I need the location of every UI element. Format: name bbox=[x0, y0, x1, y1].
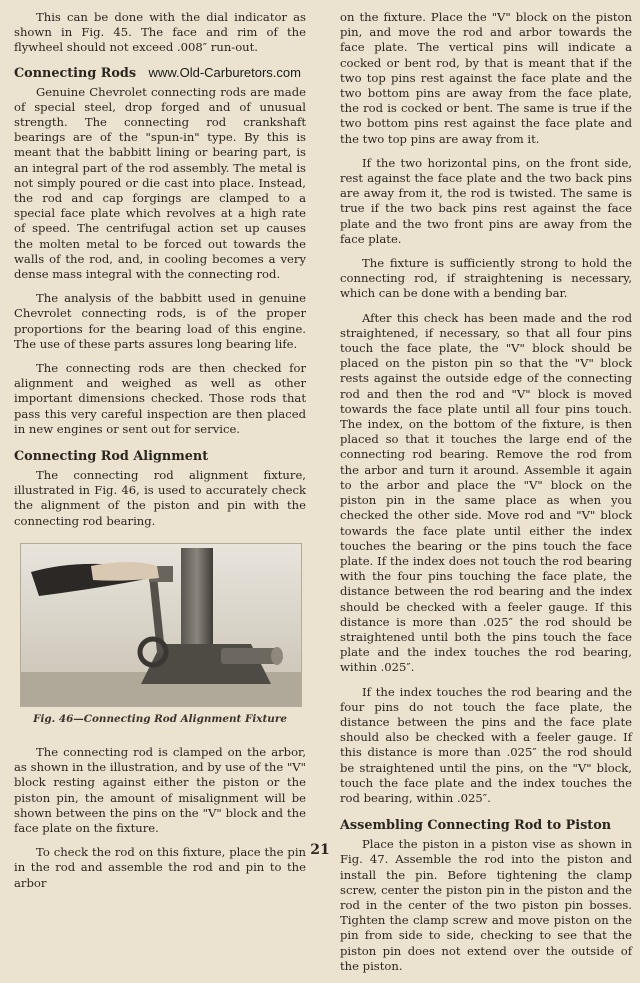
section-heading-assembling: Assembling Connecting Rod to Piston bbox=[340, 818, 612, 834]
paragraph: If the index touches the rod bearing and the four pins do not touch the face plate, the distance between the pins and the face plate should also be checked with a feeler gauge. If this distance is more than .025″ the rod should be straightened until the pins, on the "V" block, touch the face plate and the index touches the rod bearing, within .025″. bbox=[340, 684, 632, 805]
paragraph: Genuine Chevrolet connecting rods are made of special steel, drop forged and of unusual strength. The connecting rod crankshaft bearings are of the "spun-in" type. By this is meant that the babbitt lining or bearing part, is an integral part of the rod assembly. The metal is not simply poured or die cast into place. Instead, the rod and cap forgings are clamped to a special face plate which revolves at a high rate of speed. The centrifugal action set up causes the molten metal to be forced out towards the walls of the rod, and, in cooling becomes a very dense mass integral with the connecting rod. bbox=[14, 84, 306, 282]
section-heading-connecting-rods bbox=[14, 65, 306, 82]
intro-paragraph: This can be done with the dial indicator as shown in Fig. 45. The face and rim of the flywheel should not exceed .008″ run-out. bbox=[14, 10, 306, 55]
figure-alignment-fixture-photo bbox=[20, 543, 302, 707]
fixture-illustration bbox=[21, 544, 301, 706]
figure-caption: Fig. 46—Connecting Rod Alignment Fixture bbox=[33, 712, 287, 725]
paragraph: If the two horizontal pins, on the front side, rest against the face plate and the two back pins are away from it, the rod is twisted. The same is true if the two back pins rest against the face plate and the two front pins are away from the face plate. bbox=[340, 155, 632, 246]
watermark-text: www.Old-Carburetors.com bbox=[148, 64, 301, 80]
hand bbox=[91, 562, 159, 581]
section-heading-rod-alignment: Connecting Rod Alignment bbox=[14, 449, 209, 465]
paragraph: The connecting rod alignment fixture, illustrated in Fig. 46, is used to accurately check the alignment of the piston and pin with the connecting rod bearing. bbox=[14, 468, 306, 528]
paragraph: The connecting rod is clamped on the arbor, as shown in the illustration, and by use of the "V" block resting against either the piston or the piston pin, the amount of misalignment will be shown between the pins on the "V" block and the face plate on the fixture. bbox=[14, 744, 306, 835]
left-column bbox=[14, 10, 306, 900]
paragraph: After this check has been made and the rod straightened, if necessary, so that all four pins touch the face plate, the "V" block should be placed on the piston pin so that the "V" block rests against the outside edge of the connecting rod and then the rod and "V" block is moved towards the face plate until all four pins touch. The index, on the bottom of the fixture, is then placed so that it touches the large end of the connecting rod bearing. Remove the rod from the arbor and turn it around. Assemble it again to the arbor and place the "V" block on the piston pin in the same place as when you checked the other side. Move rod and "V" block towards the face plate until either the index touches the bearing or the pins touch the face plate. If the index does not touch the rod bearing with the four pins touching the face plate, the distance between the rod bearing and the index should be checked with a feeler gauge. If this distance is more than .025″ the rod should be straightened until both the pins touch the face plate and the index touches the rod bearing, within .025″. bbox=[340, 310, 632, 675]
paragraph: Place the piston in a piston vise as shown in Fig. 47. Assemble the rod into the piston and install the pin. Before tightening the clamp screw, center the piston pin in the piston and the rod in the center of the two piston pin bosses. Tighten the clamp screw and move piston on the pin from side to side, checking to see that the piston pin does not extend over the outside of the piston. bbox=[340, 837, 632, 973]
page-number: 21 bbox=[310, 842, 330, 858]
arbor bbox=[221, 648, 277, 664]
paragraph: The fixture is sufficiently strong to hold the connecting rod, if straightening is necessary, which can be done with a bending bar. bbox=[340, 256, 632, 301]
paragraph: The connecting rods are then checked for alignment and weighed as well as other important dimensions checked. Those rods that pass this very careful inspection are then placed in new engines or sent out for service. bbox=[14, 361, 306, 436]
paragraph: The analysis of the babbitt used in genuine Chevrolet connecting rods, is of the proper proportions for the bearing load of this engine. The use of these parts assures long bearing life. bbox=[14, 291, 306, 351]
paragraph-continued: on the fixture. Place the "V" block on the piston pin, and move the rod and arbor towards the face plate. The vertical pins will indicate a cocked or bent rod, by that is meant that if the two top pins rest against the face plate and the two bottom pins are away from the face plate, the rod is cocked or bent. The same is true if the two bottom pins rest against the face plate and the two top pins are away from it. bbox=[340, 10, 632, 146]
right-column bbox=[340, 10, 632, 983]
paragraph: To check the rod on this fixture, place the pin in the rod and assemble the rod and pin to the arbor bbox=[14, 845, 306, 890]
heading-text: Connecting Rods bbox=[14, 65, 137, 81]
